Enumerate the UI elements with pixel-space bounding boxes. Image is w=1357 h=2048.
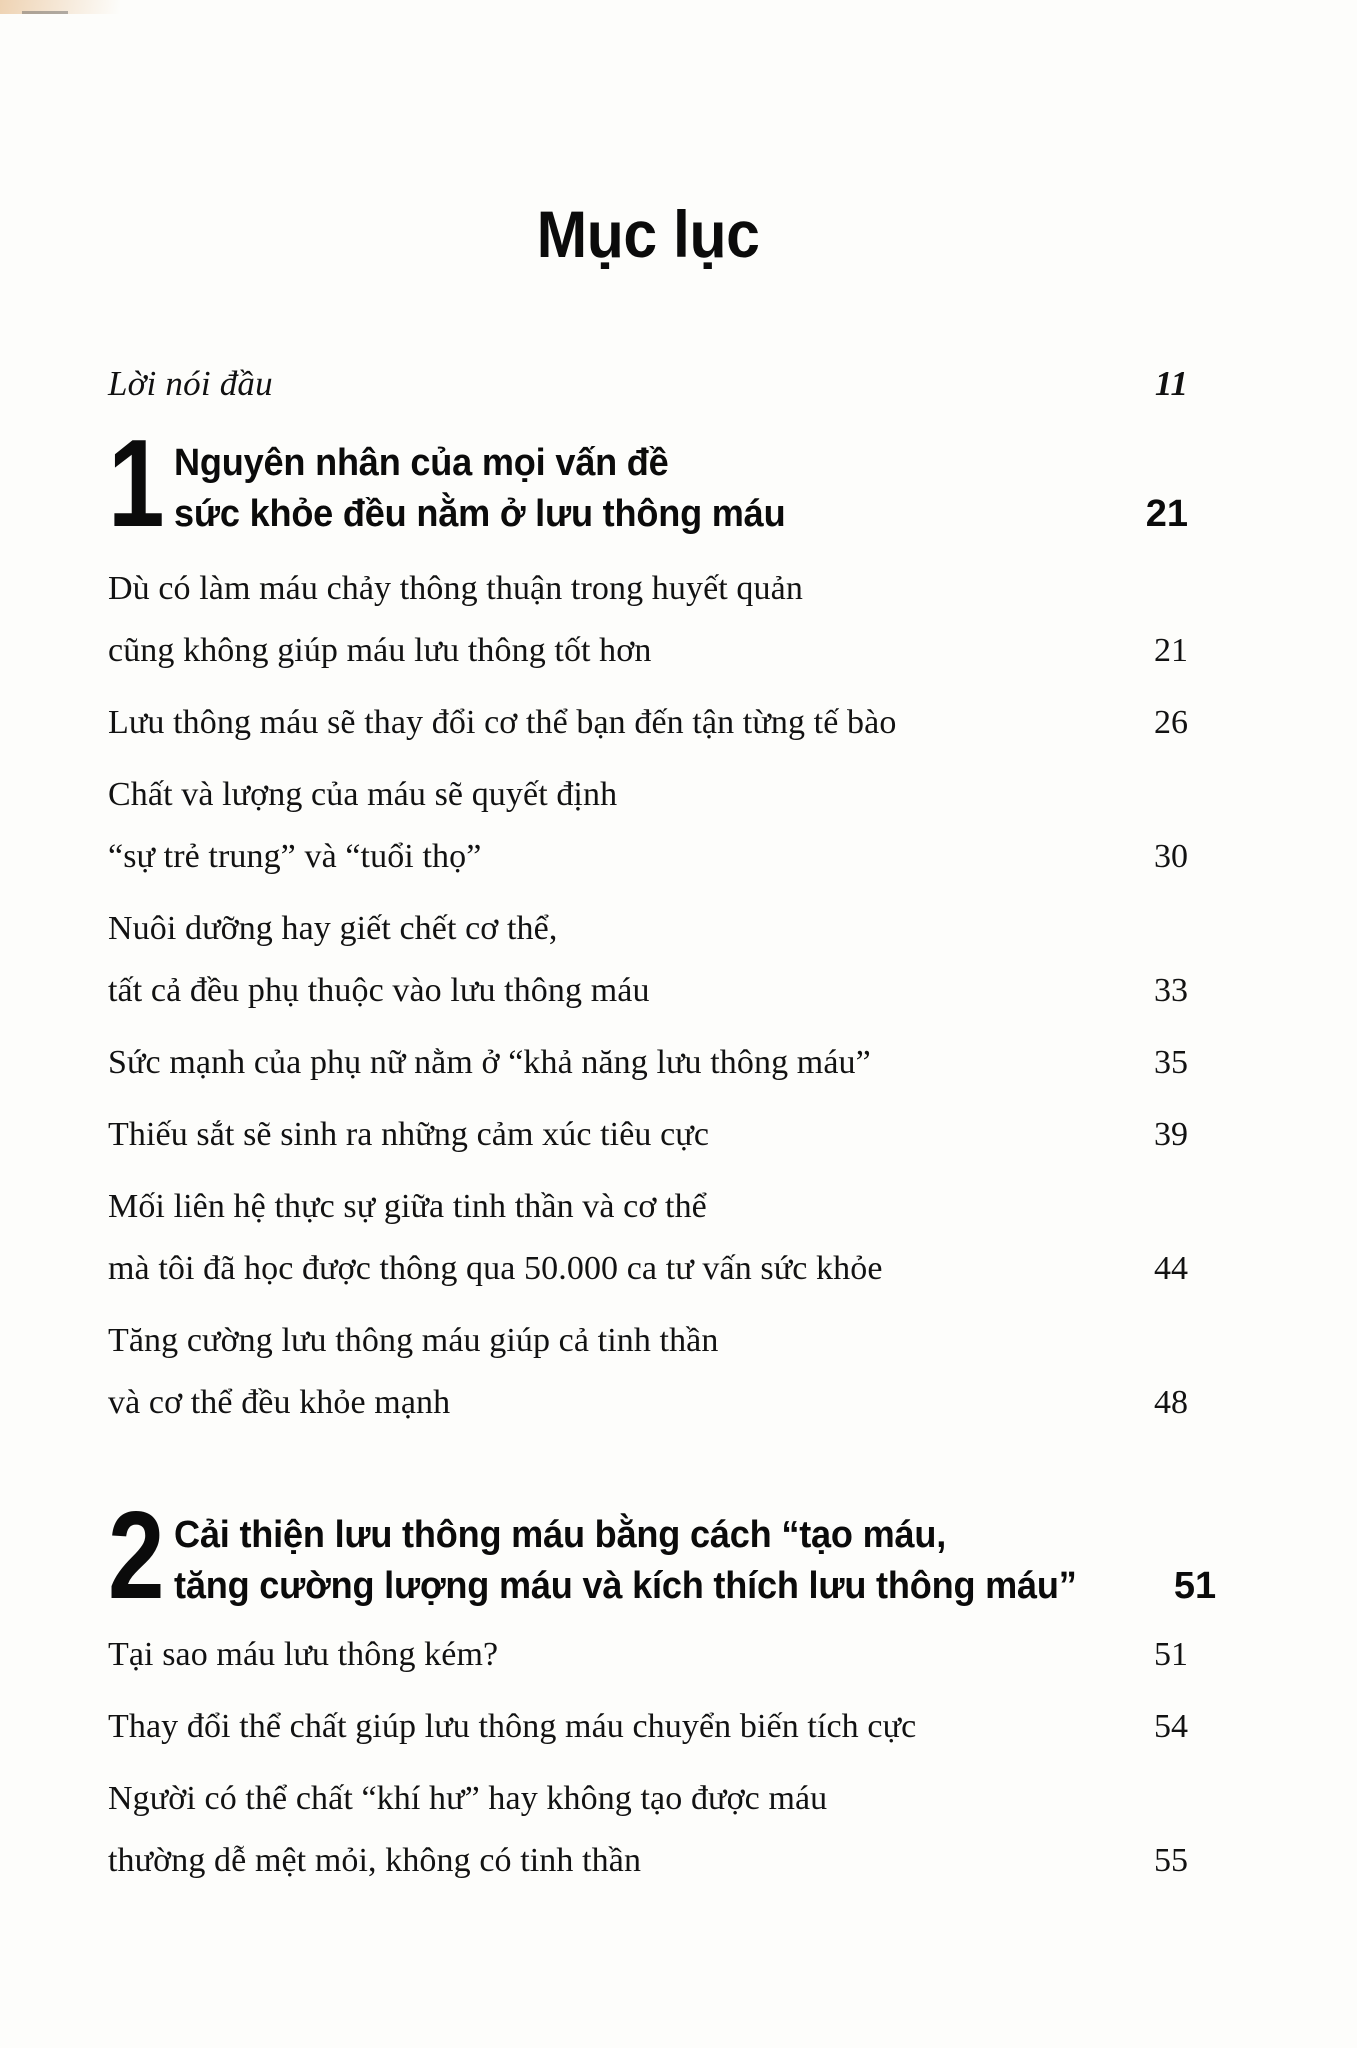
- scan-artifact-tint: [0, 0, 120, 14]
- toc-entry-text: [108, 1176, 1096, 1300]
- toc-entry-page-number: 48: [1154, 1384, 1188, 1421]
- front-matter-list: [108, 364, 1188, 404]
- toc-entry-line: Thiếu sắt sẽ sinh ra những cảm xúc tiêu cực: [108, 1116, 710, 1153]
- toc-entry[interactable]: [108, 558, 1188, 682]
- chapter-heading-2[interactable]: [108, 1487, 1217, 1625]
- toc-entry-text: [108, 692, 1096, 754]
- toc-entry-line: Thay đổi thể chất giúp lưu thông máu chuyển biến tích cực: [108, 1708, 917, 1745]
- chapter-title-1: [174, 438, 1050, 540]
- toc-entry-page-number: 21: [1154, 632, 1188, 669]
- chapter-heading-1[interactable]: [108, 415, 1188, 553]
- toc-entry-text: [108, 1696, 1096, 1758]
- toc-entry-page-number: 51: [1154, 1636, 1188, 1673]
- toc-entry[interactable]: [108, 1768, 1188, 1892]
- chapter-page-number-1: 21: [1145, 493, 1188, 535]
- chapter-title-2: [174, 1510, 1077, 1612]
- toc-entry[interactable]: [108, 1310, 1188, 1434]
- toc-entry-line: thường dễ mệt mỏi, không có tinh thần: [108, 1842, 642, 1879]
- toc-entry-line: Người có thể chất “khí hư” hay không tạo được máu: [108, 1780, 828, 1817]
- toc-entry[interactable]: [108, 1104, 1188, 1166]
- chapter-number-2: 2: [108, 1487, 165, 1625]
- toc-entry-text: [108, 1310, 1096, 1434]
- front-matter-page-number: 11: [1154, 364, 1188, 403]
- toc-entry[interactable]: [108, 898, 1188, 1022]
- toc-entry-line: Tăng cường lưu thông máu giúp cả tinh thần: [108, 1322, 719, 1359]
- toc-entry[interactable]: [108, 1176, 1188, 1300]
- toc-entry-line: Chất và lượng của máu sẽ quyết định: [108, 776, 618, 813]
- toc-entry[interactable]: [108, 1032, 1188, 1094]
- page-title: Mục lục: [536, 197, 760, 271]
- toc-content: [108, 196, 1217, 1902]
- toc-entry-line: Sức mạnh của phụ nữ nằm ở “khả năng lưu thông máu”: [108, 1044, 871, 1081]
- toc-entry-page-number: 35: [1154, 1044, 1188, 1081]
- chapter-page-number-2: 51: [1173, 1565, 1217, 1607]
- toc-entry[interactable]: [108, 1696, 1188, 1758]
- toc-entry[interactable]: [108, 1624, 1188, 1686]
- toc-entry-text: [108, 898, 1096, 1022]
- front-matter-label: Lời nói đầu: [108, 364, 273, 403]
- toc-entry-page-number: 44: [1154, 1250, 1188, 1287]
- chapter-1-entries: [108, 558, 1188, 1434]
- toc-entry-line: Nuôi dưỡng hay giết chết cơ thể,: [108, 910, 558, 947]
- toc-entry-line: Dù có làm máu chảy thông thuận trong huyết quản: [108, 570, 803, 607]
- chapter-2-entries: [108, 1624, 1188, 1892]
- scan-artifact-mark: [22, 11, 68, 14]
- chapter-title-line: sức khỏe đều nằm ở lưu thông máu: [174, 493, 786, 535]
- toc-entry-line: và cơ thể đều khỏe mạnh: [108, 1384, 451, 1421]
- chapter-section-2: [108, 1487, 1217, 1892]
- toc-entry-text: [108, 1624, 1096, 1686]
- chapter-title-line: Nguyên nhân của mọi vấn đề: [174, 442, 669, 484]
- toc-entry-line: mà tôi đã học được thông qua 50.000 ca tư vấn sức khỏe: [108, 1250, 883, 1287]
- chapter-title-line: tăng cường lượng máu và kích thích lưu thông máu”: [174, 1565, 1077, 1607]
- toc-entry-line: tất cả đều phụ thuộc vào lưu thông máu: [108, 972, 650, 1009]
- toc-entry-text: [108, 764, 1096, 888]
- toc-entry-page-number: 30: [1154, 838, 1188, 875]
- toc-entry-page-number: 39: [1154, 1116, 1188, 1153]
- toc-entry-text: [108, 1032, 1096, 1094]
- toc-entry-page-number: 55: [1154, 1842, 1188, 1879]
- toc-entry-page-number: 26: [1154, 704, 1188, 741]
- toc-entry-text: [108, 558, 1096, 682]
- toc-entry-text: [108, 1104, 1096, 1166]
- toc-entry-line: cũng không giúp máu lưu thông tốt hơn: [108, 632, 652, 669]
- chapter-title-line: Cải thiện lưu thông máu bằng cách “tạo máu,: [174, 1514, 947, 1556]
- chapter-number-1: 1: [108, 415, 165, 553]
- toc-entry[interactable]: [108, 764, 1188, 888]
- toc-entry-text: [108, 1768, 1096, 1892]
- chapter-section-1: [108, 415, 1188, 1434]
- toc-entry-line: Mối liên hệ thực sự giữa tinh thần và cơ thể: [108, 1188, 707, 1225]
- toc-entry-page-number: 54: [1154, 1708, 1188, 1745]
- toc-entry-line: Tại sao máu lưu thông kém?: [108, 1636, 499, 1673]
- toc-entry-line: “sự trẻ trung” và “tuổi thọ”: [108, 838, 482, 875]
- toc-entry-front-matter[interactable]: [108, 364, 1188, 404]
- toc-entry-page-number: 33: [1154, 972, 1188, 1009]
- toc-entry[interactable]: [108, 692, 1188, 754]
- toc-entry-line: Lưu thông máu sẽ thay đổi cơ thể bạn đến tận từng tế bào: [108, 704, 897, 741]
